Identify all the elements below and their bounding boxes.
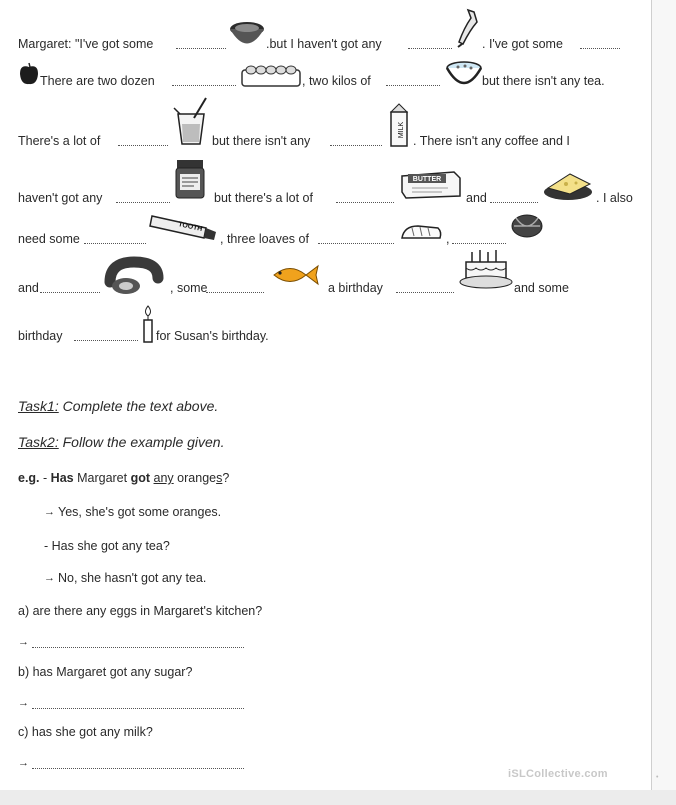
story-text: birthday bbox=[18, 329, 63, 343]
arrow-icon: → bbox=[18, 697, 29, 709]
story-text: and bbox=[466, 191, 487, 205]
answer-blank[interactable] bbox=[176, 48, 226, 49]
example-answer-1: Yes, she's got some oranges. bbox=[58, 505, 222, 519]
story-text: , bbox=[446, 232, 450, 246]
question-a: a) are there any eggs in Margaret's kitchen? bbox=[18, 604, 263, 618]
story-text: but there isn't any bbox=[212, 134, 311, 148]
apple-icon bbox=[18, 60, 40, 86]
example-question bbox=[18, 471, 229, 485]
answer-blank[interactable] bbox=[116, 202, 170, 203]
story-text: , two kilos of bbox=[302, 74, 371, 88]
answer-blank[interactable] bbox=[580, 48, 620, 49]
grapefruit-icon bbox=[228, 18, 266, 50]
eg-dash: - bbox=[43, 471, 51, 485]
story-text: a birthday bbox=[328, 281, 383, 295]
fish-icon bbox=[268, 262, 322, 288]
answer-blank[interactable] bbox=[118, 145, 168, 146]
story-text: . There isn't any coffee and I bbox=[413, 134, 570, 148]
story-text: but there's a lot of bbox=[214, 191, 313, 205]
arrow-icon: → bbox=[18, 636, 29, 648]
arrow-icon: → bbox=[18, 757, 29, 769]
right-margin bbox=[652, 0, 676, 790]
answer-blank[interactable] bbox=[408, 48, 452, 49]
story-text: haven't got any bbox=[18, 191, 103, 205]
story-text: and bbox=[18, 281, 39, 295]
glass-of-juice-icon bbox=[170, 96, 210, 148]
answer-blank[interactable] bbox=[74, 340, 138, 341]
arrow-icon: → bbox=[44, 572, 55, 584]
tooth-label: TOOTH bbox=[177, 221, 203, 234]
story-text: , three loaves of bbox=[220, 232, 309, 246]
example-answer-2: No, she hasn't got any tea. bbox=[58, 571, 207, 585]
butter-label: BUTTER bbox=[412, 176, 442, 183]
eg-label: e.g. bbox=[18, 471, 40, 485]
meat-roll-icon bbox=[510, 212, 544, 240]
story-text: There's a lot of bbox=[18, 134, 101, 148]
answer-line-b[interactable] bbox=[32, 708, 244, 709]
cheese-icon bbox=[540, 168, 596, 202]
eg-has: Has bbox=[50, 471, 74, 485]
eg-orange: orange bbox=[177, 471, 217, 485]
answer-blank[interactable] bbox=[84, 243, 146, 244]
birthday-cake-icon bbox=[458, 248, 514, 292]
question-c: c) has she got any milk? bbox=[18, 725, 153, 739]
answer-blank[interactable] bbox=[452, 243, 506, 244]
corner-dot-icon: • bbox=[656, 774, 659, 781]
watermark: iSLCollective.com bbox=[508, 768, 608, 780]
task-1-text: Complete the text above. bbox=[62, 398, 219, 414]
eg-plural-s: s bbox=[216, 471, 223, 485]
answer-blank[interactable] bbox=[40, 292, 100, 293]
task-1-label: Task1: bbox=[18, 398, 59, 414]
story-text: There are two dozen bbox=[40, 74, 155, 88]
answer-line-a[interactable] bbox=[32, 647, 244, 648]
butter-icon bbox=[398, 168, 464, 200]
answer-blank[interactable] bbox=[206, 292, 264, 293]
eg-any: any bbox=[153, 471, 174, 485]
eg-qmark: ? bbox=[222, 471, 230, 485]
bowl-icon bbox=[444, 58, 484, 88]
answer-blank[interactable] bbox=[318, 243, 394, 244]
candle-icon bbox=[140, 304, 156, 344]
answer-blank[interactable] bbox=[490, 202, 538, 203]
story-text: for Susan's birthday. bbox=[156, 329, 269, 343]
story-text: but there isn't any tea. bbox=[482, 74, 605, 88]
answer-blank[interactable] bbox=[386, 85, 440, 86]
milk-label: MILK bbox=[398, 121, 405, 139]
story-text: need some bbox=[18, 232, 80, 246]
answer-blank[interactable] bbox=[172, 85, 236, 86]
task-2 bbox=[18, 434, 225, 450]
eg-margaret: Margaret bbox=[77, 471, 128, 485]
task-2-text: Follow the example given. bbox=[62, 434, 225, 450]
answer-blank[interactable] bbox=[330, 145, 382, 146]
sausages-icon bbox=[104, 256, 164, 298]
answer-line-c[interactable] bbox=[32, 768, 244, 769]
story-text: .but I haven't got any bbox=[266, 37, 382, 51]
milk-carton-icon bbox=[386, 102, 412, 148]
story-text: and some bbox=[514, 281, 569, 295]
bread-icon bbox=[398, 222, 444, 244]
eg-got: got bbox=[130, 471, 151, 485]
story-text: . I also bbox=[596, 191, 633, 205]
question-b: b) has Margaret got any sugar? bbox=[18, 665, 193, 679]
task-1 bbox=[18, 398, 218, 414]
task-2-label: Task2: bbox=[18, 434, 59, 450]
arrow-icon: → bbox=[44, 506, 55, 518]
answer-blank[interactable] bbox=[396, 292, 454, 293]
example-question-2: - Has she got any tea? bbox=[44, 539, 170, 553]
bottom-strip bbox=[0, 790, 676, 805]
toothpaste-icon bbox=[148, 210, 220, 242]
jam-jar-icon bbox=[172, 158, 208, 200]
story-text: , some bbox=[170, 281, 208, 295]
answer-blank[interactable] bbox=[336, 202, 394, 203]
story-text: Margaret: "I've got some bbox=[18, 37, 154, 51]
banana-icon bbox=[454, 8, 482, 48]
story-text: . I've got some bbox=[482, 37, 563, 51]
egg-carton-icon bbox=[240, 58, 302, 90]
